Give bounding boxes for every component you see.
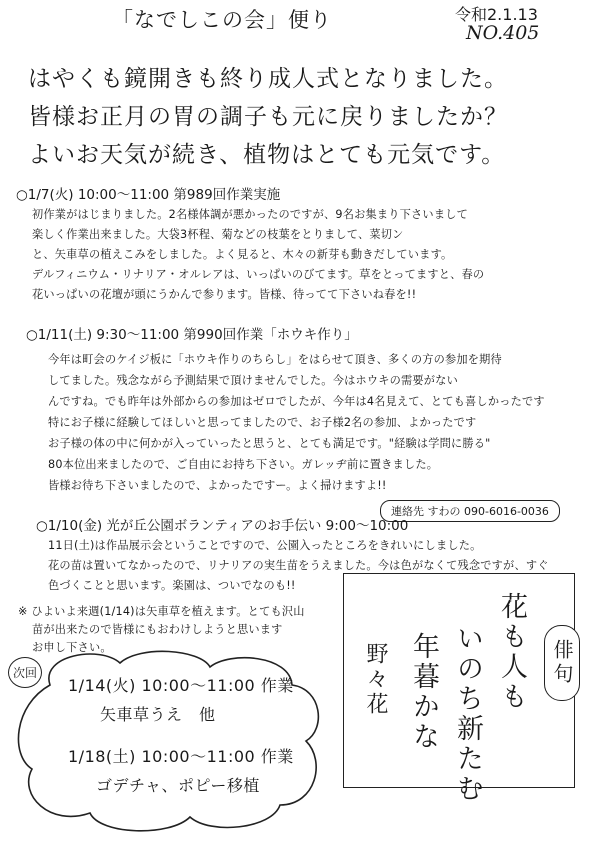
next-schedule-item: ゴデチャ、ポピー移植 — [96, 776, 260, 795]
section-heading-1: ○1/7(火) 10:00～11:00 第989回作業実施 — [16, 187, 281, 203]
next-schedule-item: 1/14(火) 10:00～11:00 作業 — [68, 676, 294, 695]
section-2-line: んですね。でも昨年は外部からの参加はゼロでしたが、今年は4名見えて、とても喜しかったです — [48, 395, 545, 408]
section-2-line: 80本位出来ましたので、ご自由にお持ち下さい。ガレッヂ前に置きました。 — [48, 458, 439, 471]
intro-line-2: 皆様お正月の胃の調子も元に戻りましたか？ — [28, 104, 508, 130]
notice-line: ※ ひよいよ来週(1/14)は矢車草を植えます。とても沢山 — [18, 605, 305, 618]
section-1-line: 花いっぱいの花壇が頭にうかんで参ります。皆様、待ってて下さいね春を!! — [32, 288, 417, 301]
next-schedule-item: 1/18(土) 10:00～11:00 作業 — [68, 747, 294, 766]
haiku-author: 野々花 — [363, 642, 388, 717]
contact-info: 連絡先 すわの 090-6016-0036 — [380, 500, 560, 522]
section-1-line: と、矢車草の植えこみをしました。よく見ると、木々の新芽も動きだしています。 — [32, 248, 453, 261]
section-1-line: デルフィニウム・リナリア・オルレアは、いっぱいのびてます。草をとってますと、春の — [32, 268, 485, 281]
section-2-line: 皆様お待ち下さいましたので、よかったですー。よく掃けますよ!! — [48, 479, 387, 492]
section-heading-3: ○1/10(金) 光が丘公園ボランティアのお手伝い 9:00～10:00 — [36, 518, 409, 534]
issue-date: 令和2.1.13 — [455, 5, 538, 24]
section-1-line: 初作業がはじまりました。2名様体調が悪かったのですが、9名お集まり下さいまして — [32, 208, 468, 221]
section-3-line: 色づくことと思います。楽園は、ついでなのも!! — [48, 579, 296, 592]
notice-line: お申し下さい。 — [32, 641, 112, 654]
intro-line-3: よいお天気が続き、植物はとても元気です。 — [28, 142, 506, 168]
next-schedule-label: 次回 — [8, 657, 42, 688]
haiku-badge: 俳句 — [544, 625, 580, 701]
haiku-line: いのち新たむ — [452, 624, 483, 804]
notice-line: 苗が出来たので皆様にもおわけしようと思います — [32, 623, 283, 636]
section-1-line: 楽しく作業出来ました。大袋3杯程、菊などの枝葉をとりまして、菜切ン — [32, 228, 404, 241]
section-2-line: 今年は町会のケイジ板に「ホウキ作りのちらし」をはらせて頂き、多くの方の参加を期待 — [48, 353, 502, 366]
section-heading-2: ○1/11(土) 9:30～11:00 第990回作業「ホウキ作り」 — [26, 327, 358, 343]
haiku-line: 年暮かな — [408, 632, 439, 752]
newsletter-title: 「なでしこの会」便り — [112, 8, 332, 32]
section-2-line: してました。残念ながら予測結果で頂けませんでした。今はホウキの需要がない — [48, 374, 458, 387]
issue-number: NO.405 — [466, 22, 540, 44]
next-schedule-item: 矢車草うえ 他 — [100, 705, 216, 724]
section-3-line: 花の苗は置いてなかったので、リナリアの実生苗をうえました。今は色がなくて残念ですが、すぐ — [48, 559, 549, 572]
section-2-line: 特にお子様に経験してほしいと思ってましたので、お子様2名の参加、よかったです — [48, 416, 477, 429]
section-3-line: 11日(土)は作品展示会ということですので、公園入ったところをきれいにしました。 — [48, 539, 482, 552]
section-2-line: お子様の体の中に何かが入っていったと思うと、とても満足です。"経験は学問に勝る" — [48, 437, 491, 450]
haiku-box — [343, 573, 575, 804]
intro-line-1: はやくも鏡開きも終り成人式となりました。 — [28, 66, 508, 92]
haiku-line: 花も人も — [496, 592, 527, 712]
